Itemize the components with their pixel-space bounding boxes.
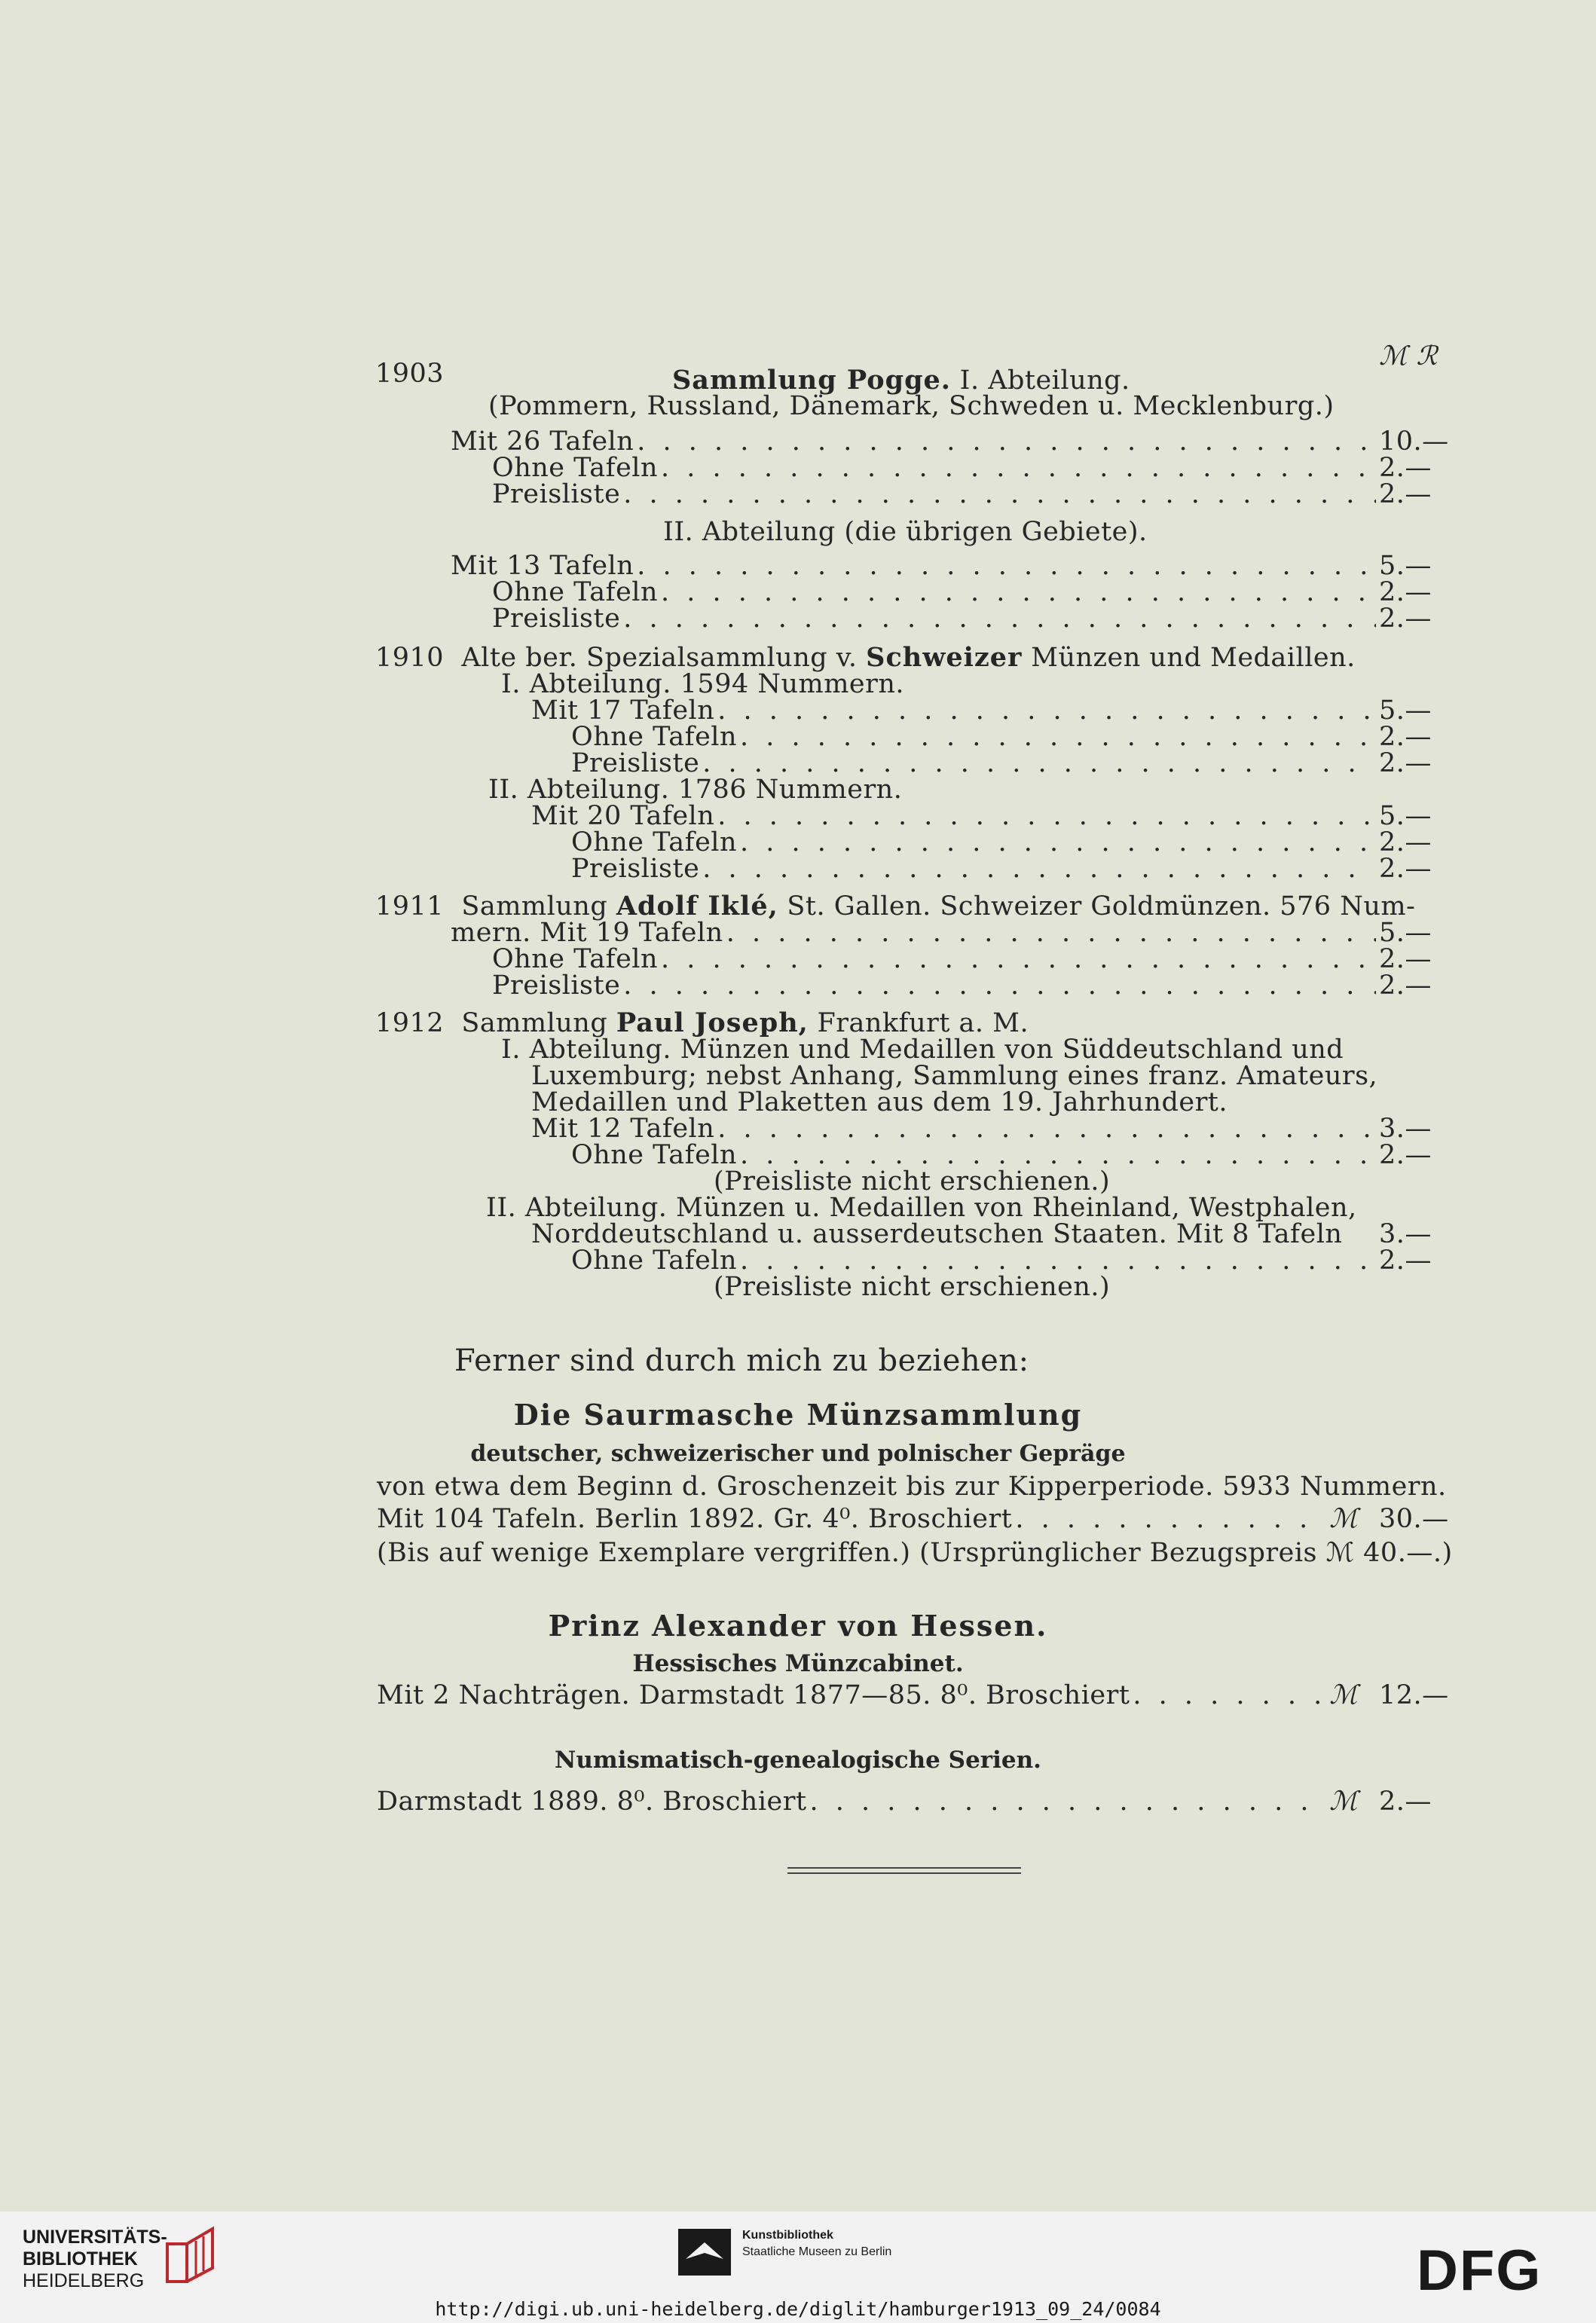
kunstbibliothek-logo[interactable]: Kunstbibliothek Staatliche Museen zu Berlin: [742, 2229, 892, 2258]
price-row: Preisliste . . . 2.—: [571, 750, 1447, 777]
part-heading: I. Abteilung. 1594 Nummern.: [501, 669, 905, 699]
year-1903: 1903: [375, 359, 445, 389]
hessen-subtitle: Hessisches Münzcabinet.: [632, 1650, 964, 1677]
collection-name: Sammlung Pogge.: [672, 365, 951, 396]
saurma-subtitle: deutscher, schweizerischer und polnischer Gepräge: [470, 1441, 1126, 1467]
ub-heidelberg-logo[interactable]: UNIVERSITÄTS- BIBLIOTHEK HEIDELBERG: [23, 2227, 167, 2291]
section-1911-title: 1911 Sammlung Adolf Iklé, St. Gallen. Schweizer Goldmünzen. 576 Num-: [375, 891, 1416, 922]
year-1910: 1910: [375, 643, 445, 673]
currency-mark: ℳ: [1329, 1680, 1358, 1710]
price-row: Mit 2 Nachträgen. Darmstadt 1877—85. 8⁰. Broschiert . . . ℳ 12.—: [377, 1682, 1447, 1709]
saurma-description: von etwa dem Beginn d. Groschenzeit bis zur Kipperperiode. 5933 Nummern.: [377, 1472, 1447, 1502]
currency-mark: ℳ: [1329, 1504, 1358, 1534]
year-1911: 1911: [375, 891, 445, 922]
kunstbibliothek-eagle-icon: [678, 2229, 731, 2276]
year-1912: 1912: [375, 1008, 445, 1038]
price-row: Ohne Tafeln . . . 2.—: [571, 723, 1447, 750]
saurma-title: Die Saurmasche Münzsammlung: [513, 1398, 1083, 1432]
price-row: Darmstadt 1889. 8⁰. Broschiert . . . ℳ 2.—: [377, 1788, 1447, 1815]
price-row: Mit 13 Tafeln . . . 5.—: [451, 552, 1447, 579]
collection-name: Paul Joseph,: [616, 1007, 809, 1038]
price-row: Preisliste . . . 2.—: [492, 972, 1447, 999]
part-description: I. Abteilung. Münzen und Medaillen von Süddeutschland und: [501, 1035, 1344, 1065]
ferner-heading: Ferner sind durch mich zu beziehen:: [454, 1343, 1029, 1378]
saurma-note: (Bis auf wenige Exemplare vergriffen.) (Ursprünglicher Bezugspreis ℳ 40.—.): [377, 1538, 1453, 1568]
price-row: Ohne Tafeln . . . 2.—: [571, 1142, 1447, 1169]
part-description: Medaillen und Plaketten aus dem 19. Jahrhundert.: [531, 1087, 1228, 1117]
currency-mark: ℳ: [1329, 1787, 1358, 1817]
price-row: Mit 26 Tafeln . . . 10.—: [451, 428, 1447, 455]
price-row: Preisliste . . . 2.—: [571, 855, 1447, 882]
collection-name: Schweizer: [866, 642, 1023, 673]
collection-name: Adolf Iklé,: [616, 891, 778, 922]
section-1903-title: [672, 367, 1130, 394]
part-heading: II. Abteilung (die übrigen Gebiete).: [663, 517, 1148, 547]
price-row: Mit 20 Tafeln . . . 5.—: [531, 802, 1447, 830]
price-row: Preisliste . . . 2.—: [492, 481, 1447, 508]
hessen-title: Prinz Alexander von Hessen.: [548, 1609, 1048, 1643]
price-row: Norddeutschland u. ausserdeutschen Staaten. Mit 8 Tafeln 3.—: [531, 1219, 1432, 1249]
note: (Preisliste nicht erschienen.): [714, 1272, 1111, 1302]
regions-line: (Pommern, Russland, Dänemark, Schweden u. Mecklenburg.): [488, 391, 1335, 421]
price-row: Ohne Tafeln . . . 2.—: [492, 579, 1447, 606]
price-row: Ohne Tafeln . . . 2.—: [492, 946, 1447, 973]
price-row: Ohne Tafeln . . . 2.—: [571, 1247, 1447, 1274]
source-url[interactable]: http://digi.ub.uni-heidelberg.de/diglit/hamburger1913_09_24/0084: [435, 2298, 1161, 2320]
section-1912-title: 1912 Sammlung Paul Joseph, Frankfurt a. M.: [375, 1007, 1029, 1038]
currency-header: ℳ ℛ: [1379, 341, 1438, 371]
price-row: Ohne Tafeln . . . 2.—: [571, 829, 1447, 856]
price-row: Ohne Tafeln . . . 2.—: [492, 454, 1447, 481]
ub-logo-icon: [160, 2223, 220, 2291]
part-heading: II. Abteilung. 1786 Nummern.: [488, 775, 903, 805]
section-1910-title: 1910 Alte ber. Spezialsammlung v. Schweizer Münzen und Medaillen.: [375, 642, 1356, 673]
part-description: II. Abteilung. Münzen u. Medaillen von Rheinland, Westphalen,: [486, 1193, 1357, 1223]
dfg-logo[interactable]: DFG: [1417, 2239, 1542, 2303]
part-label: I. Abteilung.: [959, 365, 1130, 396]
price-row: mern. Mit 19 Tafeln . . . 5.—: [451, 919, 1447, 946]
part-description: Luxemburg; nebst Anhang, Sammlung eines franz. Amateurs,: [531, 1061, 1378, 1091]
closing-rule: [787, 1872, 1021, 1874]
serien-title: Numismatisch-genealogische Serien.: [555, 1747, 1041, 1774]
price-row: Preisliste . . . 2.—: [492, 605, 1447, 632]
closing-rule: [787, 1867, 1021, 1869]
price-row: Mit 17 Tafeln . . . 5.—: [531, 697, 1447, 724]
price-row: Mit 104 Tafeln. Berlin 1892. Gr. 4⁰. Broschiert . . . ℳ 30.—: [377, 1505, 1447, 1533]
note: (Preisliste nicht erschienen.): [714, 1166, 1111, 1197]
price-row: Mit 12 Tafeln . . . 3.—: [531, 1115, 1447, 1142]
